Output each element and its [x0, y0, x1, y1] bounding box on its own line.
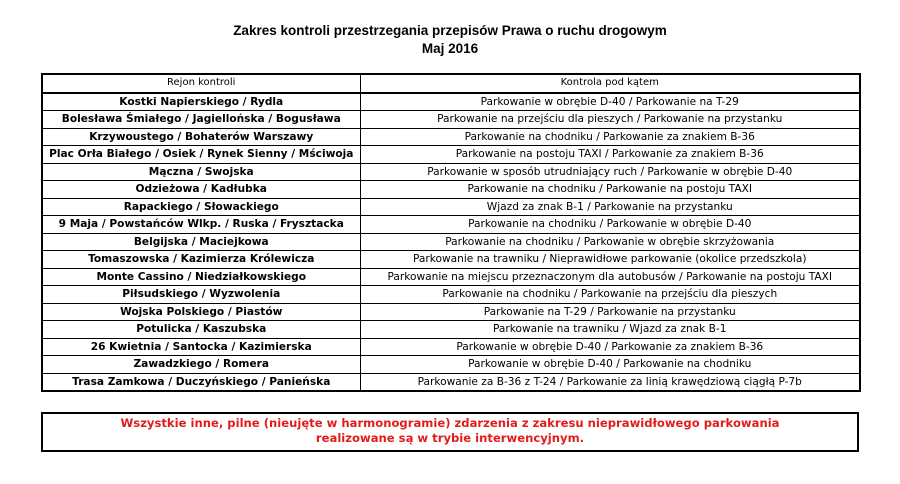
control-type-cell: Parkowanie w sposób utrudniający ruch / Parkowanie w obrębie D-40	[360, 163, 860, 181]
region-cell: Bolesława Śmiałego / Jagiellońska / Bogusława	[42, 111, 360, 129]
table-row	[42, 356, 860, 374]
region-cell: Plac Orła Białego / Osiek / Rynek Sienny / Mściwoja	[42, 146, 360, 164]
control-type-cell: Parkowanie na chodniku / Parkowanie w obrębie skrzyżowania	[360, 233, 860, 251]
region-cell: Trasa Zamkowa / Duczyńskiego / Panieńska	[42, 373, 360, 391]
control-type-cell: Parkowanie w obrębie D-40 / Parkowanie na chodniku	[360, 356, 860, 374]
region-cell: Tomaszowska / Kazimierza Królewicza	[42, 251, 360, 269]
column-header-region: Rejon kontroli	[42, 74, 360, 93]
control-type-cell: Parkowanie na chodniku / Parkowanie na przejściu dla pieszych	[360, 286, 860, 304]
region-cell: Belgijska / Maciejkowa	[42, 233, 360, 251]
region-cell: 26 Kwietnia / Santocka / Kazimierska	[42, 338, 360, 356]
region-cell: Krzywoustego / Bohaterów Warszawy	[42, 128, 360, 146]
table-row	[42, 111, 860, 129]
table-row	[42, 303, 860, 321]
page-subtitle-date: Maj 2016	[421, 41, 479, 56]
control-type-cell: Parkowanie na T-29 / Parkowanie na przystanku	[360, 303, 860, 321]
control-schedule-table	[41, 73, 861, 392]
region-cell: 9 Maja / Powstańców Wlkp. / Ruska / Frysztacka	[42, 216, 360, 234]
region-cell: Mączna / Swojska	[42, 163, 360, 181]
control-type-cell: Parkowanie na trawniku / Wjazd za znak B-1	[360, 321, 860, 339]
region-cell: Potulicka / Kaszubska	[42, 321, 360, 339]
table-row	[42, 286, 860, 304]
region-cell: Rapackiego / Słowackiego	[42, 198, 360, 216]
control-type-cell: Parkowanie na postoju TAXI / Parkowanie za znakiem B-36	[360, 146, 860, 164]
region-cell: Kostki Napierskiego / Rydla	[42, 93, 360, 111]
table-row	[42, 93, 860, 111]
table-row	[42, 233, 860, 251]
intervention-note	[41, 412, 859, 452]
table-row	[42, 146, 860, 164]
table-row	[42, 251, 860, 269]
table-header-row	[42, 74, 860, 93]
note-line-1: Wszystkie inne, pilne (nieujęte w harmonogramie) zdarzenia z zakresu nieprawidłowego parkowania	[120, 416, 780, 430]
table-row	[42, 181, 860, 199]
control-type-cell: Parkowanie w obrębie D-40 / Parkowanie na T-29	[360, 93, 860, 111]
control-type-cell: Parkowanie na chodniku / Parkowanie za znakiem B-36	[360, 128, 860, 146]
region-cell: Piłsudskiego / Wyzwolenia	[42, 286, 360, 304]
table-body	[42, 93, 860, 392]
control-type-cell: Parkowanie na chodniku / Parkowanie na postoju TAXI	[360, 181, 860, 199]
region-cell: Zawadzkiego / Romera	[42, 356, 360, 374]
page-title: Zakres kontroli przestrzegania przepisów Prawa o ruchu drogowym	[233, 23, 667, 38]
table-row	[42, 268, 860, 286]
table-row	[42, 338, 860, 356]
column-header-control-type: Kontrola pod kątem	[360, 74, 860, 93]
control-type-cell: Parkowanie w obrębie D-40 / Parkowanie za znakiem B-36	[360, 338, 860, 356]
table-row	[42, 373, 860, 391]
control-type-cell: Wjazd za znak B-1 / Parkowanie na przystanku	[360, 198, 860, 216]
table-row	[42, 163, 860, 181]
table-row	[42, 128, 860, 146]
control-type-cell: Parkowanie na trawniku / Nieprawidłowe parkowanie (okolice przedszkola)	[360, 251, 860, 269]
control-type-cell: Parkowanie na miejscu przeznaczonym dla autobusów / Parkowanie na postoju TAXI	[360, 268, 860, 286]
control-type-cell: Parkowanie na przejściu dla pieszych / Parkowanie na przystanku	[360, 111, 860, 129]
region-cell: Wojska Polskiego / Piastów	[42, 303, 360, 321]
control-type-cell: Parkowanie na chodniku / Parkowanie w obrębie D-40	[360, 216, 860, 234]
region-cell: Monte Cassino / Niedziałkowskiego	[42, 268, 360, 286]
table-row	[42, 321, 860, 339]
control-type-cell: Parkowanie za B-36 z T-24 / Parkowanie za linią krawędziową ciągłą P-7b	[360, 373, 860, 391]
table-row	[42, 216, 860, 234]
region-cell: Odzieżowa / Kadłubka	[42, 181, 360, 199]
note-line-2: realizowane są w trybie interwencyjnym.	[315, 431, 585, 445]
table-row	[42, 198, 860, 216]
